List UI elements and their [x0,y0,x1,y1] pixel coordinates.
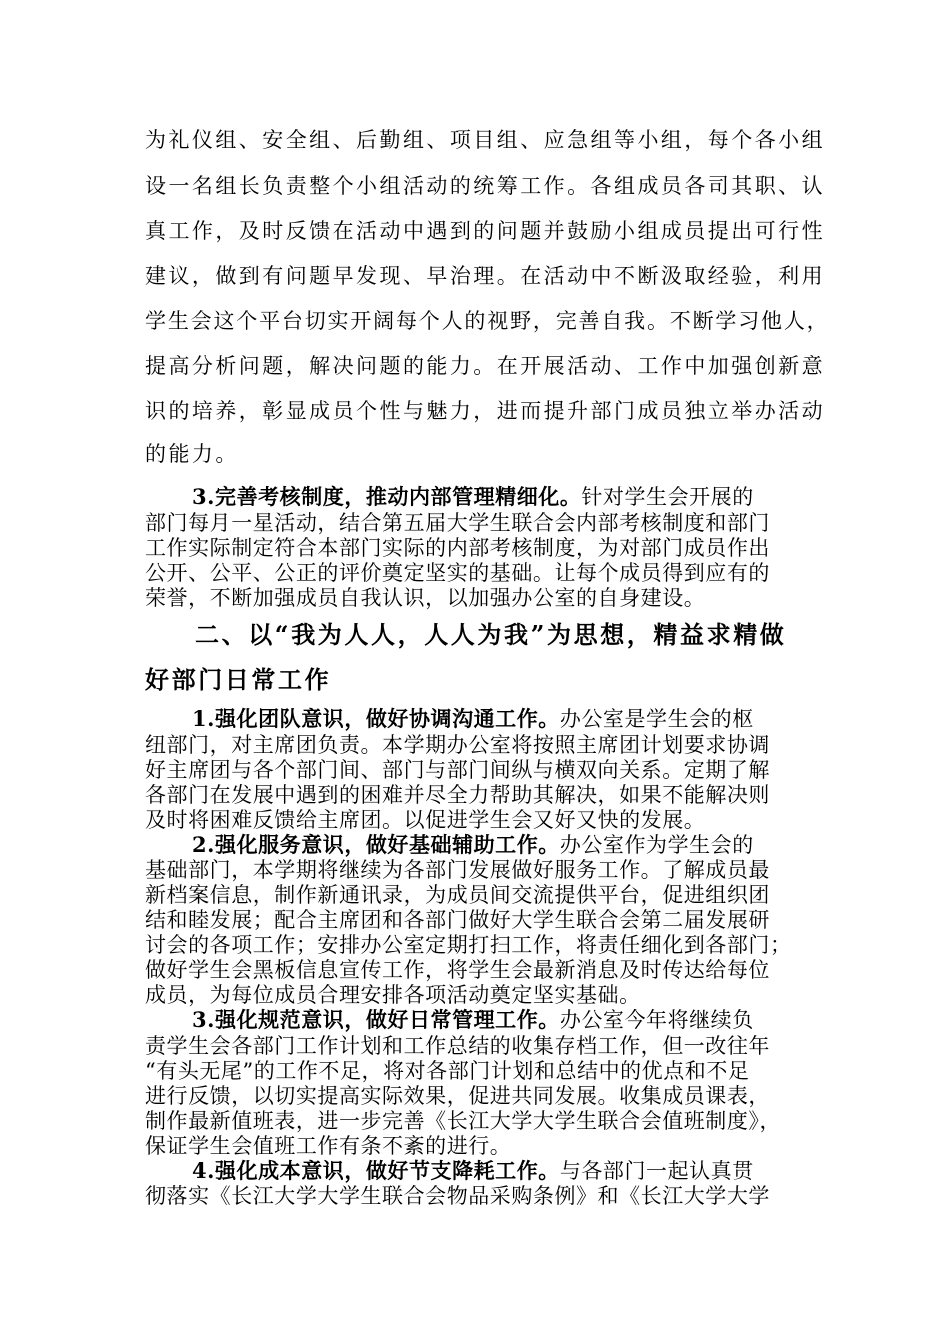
paragraph-line: 好主席团与各个部门间、部门与部门间纵与横双向关系。定期了解 [145,758,770,782]
paragraph-first-line [192,707,754,731]
paragraph-line: 制作最新值班表，进一步完善《长江大学大学生联合会值班制度》， [145,1109,781,1133]
paragraph-first-line [192,1008,754,1032]
paragraph-line: 各部门在发展中遇到的困难并尽全力帮助其解决，如果不能解决则 [145,783,770,807]
paragraph-line: 提高分析问题，解决问题的能力。在开展活动、工作中加强创新意 [145,354,826,378]
item-text: 办公室今年将继续负 [559,1008,754,1032]
item-text: 办公室是学生会的枢 [559,707,754,731]
item-text: 与各部门一起认真贯 [559,1159,754,1183]
paragraph-first-line [192,1159,754,1183]
paragraph-line: 成员，为每位成员合理安排各项活动奠定坚实基础。 [145,983,641,1007]
paragraph-line: “有头无尾”的工作不足，将对各部门计划和总结中的优点和不足 [145,1059,750,1083]
paragraph-line: 真工作，及时反馈在活动中遇到的问题并鼓励小组成员提出可行性 [145,219,826,243]
section-title-line: 二、以“我为人人，人人为我”为思想，精益求精做 [195,620,787,649]
paragraph-line: 进行反馈，以切实提高实际效果，促进共同发展。收集成员课表， [145,1084,770,1108]
paragraph-line: 保证学生会值班工作有条不紊的进行。 [145,1134,512,1158]
item-text: 办公室作为学生会的 [559,833,754,857]
item-heading: 3.完善考核制度，推动内部管理精细化。 [192,484,582,509]
paragraph-line: 做好学生会黑板信息宣传工作，将学生会最新消息及时传达给每位 [145,958,770,982]
paragraph-line: 公开、公平、公正的评价奠定坚实的基础。让每个成员得到应有的 [145,561,770,585]
paragraph-line: 及时将困难反馈给主席团。以促进学生会又好又快的发展。 [145,808,706,832]
paragraph-line: 识的培养，彰显成员个性与魅力，进而提升部门成员独立举办活动 [145,399,826,423]
paragraph-line: 讨会的各项工作；安排办公室定期打扫工作，将责任细化到各部门； [145,933,792,957]
paragraph-line: 纽部门，对主席团负责。本学期办公室将按照主席团计划要求协调 [145,733,770,757]
paragraph-line: 结和睦发展；配合主席团和各部门做好大学生联合会第二届发展研 [145,908,770,932]
paragraph-line: 责学生会各部门工作计划和工作总结的收集存档工作，但一改往年 [145,1034,770,1058]
paragraph-line: 设一名组长负责整个小组活动的统筹工作。各组成员各司其职、认 [145,174,826,198]
paragraph-line: 的能力。 [145,442,239,466]
paragraph-line: 彻落实《长江大学大学生联合会物品采购条例》和《长江大学大学 [145,1184,770,1208]
paragraph-line: 为礼仪组、安全组、后勤组、项目组、应急组等小组，每个各小组 [145,128,826,152]
paragraph-line: 建议，做到有问题早发现、早治理。在活动中不断汲取经验，利用 [145,264,826,288]
paragraph-line: 新档案信息，制作新通讯录，为成员间交流提供平台，促进组织团 [145,883,770,907]
item-heading: 2.强化服务意识，做好基础辅助工作。 [192,832,560,857]
item-heading: 1.强化团队意识，做好协调沟通工作。 [192,706,560,731]
item-heading: 3.强化规范意识，做好日常管理工作。 [192,1007,560,1032]
paragraph-line: 部门每月一星活动，结合第五届大学生联合会内部考核制度和部门 [145,511,770,535]
item-text: 针对学生会开展的 [581,485,754,509]
paragraph-line: 学生会这个平台切实开阔每个人的视野，完善自我。不断学习他人， [145,309,830,333]
paragraph-line: 基础部门，本学期将继续为各部门发展做好服务工作。了解成员最 [145,858,770,882]
paragraph-line: 工作实际制定符合本部门实际的内部考核制度，为对部门成员作出 [145,536,770,560]
paragraph-first-line [192,485,754,509]
paragraph-line: 荣誉，不断加强成员自我认识，以加强办公室的自身建设。 [145,586,706,610]
item-heading: 4.强化成本意识，做好节支降耗工作。 [192,1158,560,1183]
section-title-line: 好部门日常工作 [145,665,332,694]
paragraph-first-line [192,833,754,857]
